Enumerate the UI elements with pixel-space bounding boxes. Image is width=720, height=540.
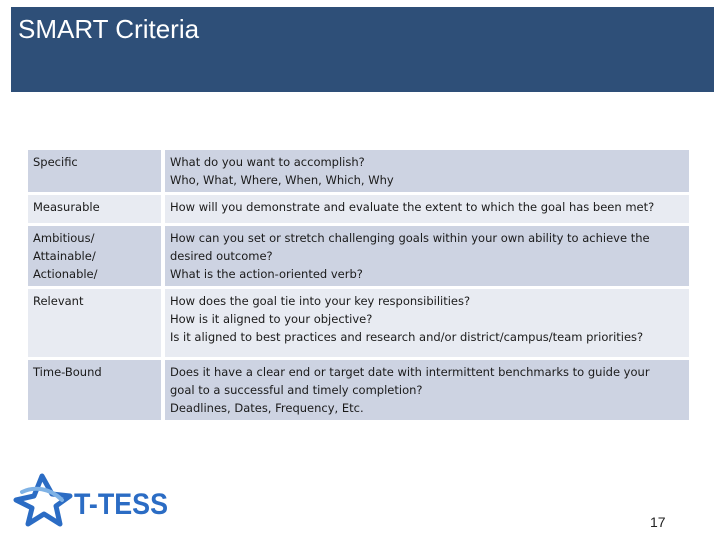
description-line: desired outcome?	[170, 249, 273, 263]
description-line: What do you want to accomplish?	[170, 155, 365, 169]
star-swirl-icon	[16, 476, 70, 524]
description-line: How is it aligned to your objective?	[170, 312, 373, 326]
criteria-description	[165, 360, 689, 420]
table-row	[28, 150, 689, 192]
description-line: How does the goal tie into your key responsibilities?	[170, 294, 471, 308]
criteria-term: Measurable	[28, 195, 165, 223]
criteria-term: Specific	[28, 150, 165, 192]
description-line: Does it have a clear end or target date with intermittent benchmarks to guide your	[170, 365, 650, 379]
description-line: Who, What, Where, When, Which, Why	[170, 173, 394, 187]
criteria-term: Time-Bound	[28, 360, 165, 420]
description-line: Is it aligned to best practices and research and/or district/campus/team priorities?	[170, 330, 644, 344]
criteria-description	[165, 150, 689, 192]
table-row	[28, 226, 689, 286]
description-line: goal to a successful and timely completion?	[170, 383, 423, 397]
criteria-term: Relevant	[28, 289, 165, 357]
title-bar	[11, 7, 714, 92]
table-row	[28, 195, 689, 223]
criteria-description	[165, 289, 689, 357]
table-row	[28, 360, 689, 420]
criteria-term: Ambitious/ Attainable/ Actionable/	[28, 226, 165, 286]
description-line: How can you set or stretch challenging goals within your own ability to achieve the	[170, 231, 650, 245]
description-line: How will you demonstrate and evaluate the extent to which the goal has been met?	[170, 200, 655, 214]
smart-criteria-table	[28, 147, 689, 423]
t-tess-logo	[12, 466, 172, 530]
logo-text: T-TESS	[74, 488, 168, 521]
criteria-description	[165, 195, 689, 223]
page-number: 17	[650, 514, 666, 530]
slide-title: SMART Criteria	[18, 14, 200, 44]
table-row	[28, 289, 689, 357]
criteria-description	[165, 226, 689, 286]
description-line: What is the action-oriented verb?	[170, 267, 363, 281]
description-line: Deadlines, Dates, Frequency, Etc.	[170, 401, 364, 415]
